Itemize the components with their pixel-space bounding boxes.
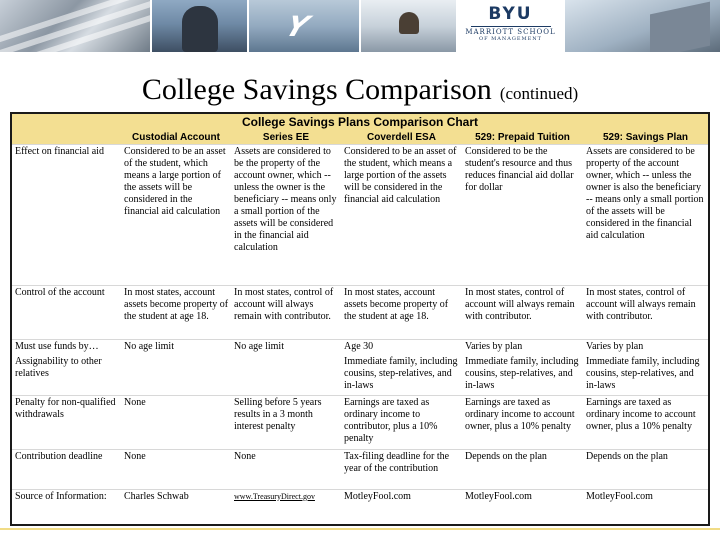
byu-logo: BYU MARRIOTT SCHOOL OF MANAGEMENT	[458, 0, 563, 52]
row-label: Effect on financial aid	[12, 145, 121, 286]
table-cell: Immediate family, including cousins, step-relatives, and in-laws	[586, 356, 700, 391]
bell-icon	[399, 12, 419, 34]
source-link[interactable]: www.TreasuryDirect.gov	[231, 489, 341, 507]
table-row	[12, 489, 708, 507]
banner-photo-building	[565, 0, 720, 52]
table-cell: Earnings are taxed as ordinary income to account owner, plus a 10% penalty	[462, 395, 583, 449]
table-cell: MotleyFool.com	[341, 489, 462, 507]
row-label: Must use funds by…	[12, 340, 121, 356]
chart-heading: College Savings Plans Comparison Chart	[12, 114, 708, 130]
column-header: 529: Prepaid Tuition	[462, 130, 583, 145]
mountain-y-icon: Y	[280, 10, 314, 43]
table-cell: Varies by plan	[583, 340, 708, 356]
table-cell: None	[121, 395, 231, 449]
column-header: Series EE	[231, 130, 341, 145]
header-banner	[0, 0, 720, 56]
row-label: Assignability to other relatives	[15, 356, 102, 379]
table-row	[12, 395, 708, 449]
table-cell: Considered to be an asset of the student, which means a large portion of the assets will be considered in the financial aid calculation	[121, 145, 231, 286]
table-row	[12, 286, 708, 340]
table-cell: None	[121, 449, 231, 489]
table-cell: Varies by plan	[462, 340, 583, 356]
column-header: Custodial Account	[121, 130, 231, 145]
table-cell: Considered to be the student's resource and thus reduces financial aid dollar for dollar	[462, 145, 583, 286]
row-label: Control of the account	[12, 286, 121, 340]
table-row	[12, 449, 708, 489]
banner-photo-bell	[361, 0, 456, 52]
table-cell: In most states, control of account will always remain with contributor.	[583, 286, 708, 340]
bottom-divider	[0, 528, 720, 530]
slide-title-suffix: (continued)	[499, 84, 579, 103]
row-label: Source of Information:	[12, 489, 121, 507]
row-label: Penalty for non-qualified withdrawals	[12, 395, 121, 449]
table-cell: In most states, control of account will always remain with contributor.	[462, 286, 583, 340]
table-cell: Age 30	[341, 340, 462, 356]
table-cell	[231, 355, 341, 395]
table-cell: Assets are considered to be the property of the account owner, which -- unless the owner is the beneficiary -- means only a small portion of the assets will be considered in the financial aid calculation	[231, 145, 341, 286]
table-cell: Assets are considered to be property of the account owner, which -- unless the owner is also the beneficiary -- means only a small portion of the assets will be considered in the financial aid calculation	[583, 145, 708, 286]
table-cell: No age limit	[231, 340, 341, 356]
table-cell: In most states, account assets become property of the student at age 18.	[121, 286, 231, 340]
table-cell: MotleyFool.com	[583, 489, 708, 507]
table-cell: Selling before 5 years results in a 3 month interest penalty	[231, 395, 341, 449]
table-cell: Immediate family, including cousins, step-relatives, and in-laws	[465, 356, 579, 391]
table-cell: Earnings are taxed as ordinary income to contributor, plus a 10% penalty	[341, 395, 462, 449]
banner-photo-mountain	[249, 0, 359, 52]
table-cell: Depends on the plan	[462, 449, 583, 489]
table-row	[12, 355, 708, 395]
slide-title	[0, 73, 720, 107]
table-cell: No age limit	[121, 340, 231, 356]
table-cell: Tax-filing deadline for the year of the contribution	[341, 449, 462, 489]
table-row	[12, 145, 708, 286]
comparison-chart	[10, 112, 710, 526]
slide-title-main: College Savings Comparison	[141, 73, 492, 106]
banner-photo-statue	[152, 0, 247, 52]
table-cell: None	[231, 449, 341, 489]
table-row	[12, 340, 708, 356]
banner-photo-sky	[0, 0, 150, 52]
column-header	[12, 130, 121, 145]
table-header-row	[12, 130, 708, 145]
table-cell: In most states, control of account will always remain with contributor.	[231, 286, 341, 340]
table-cell: Immediate family, including cousins, step-relatives, and in-laws	[344, 356, 458, 391]
table-cell: Depends on the plan	[583, 449, 708, 489]
column-header: 529: Savings Plan	[583, 130, 708, 145]
table-cell: Charles Schwab	[121, 489, 231, 507]
table-cell: In most states, account assets become property of the student at age 18.	[341, 286, 462, 340]
table-cell: Considered to be an asset of the student, which means a large portion of the assets will be considered in the financial aid calculation	[341, 145, 462, 286]
table-cell	[121, 355, 231, 395]
comparison-table	[12, 130, 708, 507]
column-header: Coverdell ESA	[341, 130, 462, 145]
table-cell: MotleyFool.com	[462, 489, 583, 507]
table-cell: Earnings are taxed as ordinary income to account owner, plus a 10% penalty	[583, 395, 708, 449]
row-label: Contribution deadline	[12, 449, 121, 489]
